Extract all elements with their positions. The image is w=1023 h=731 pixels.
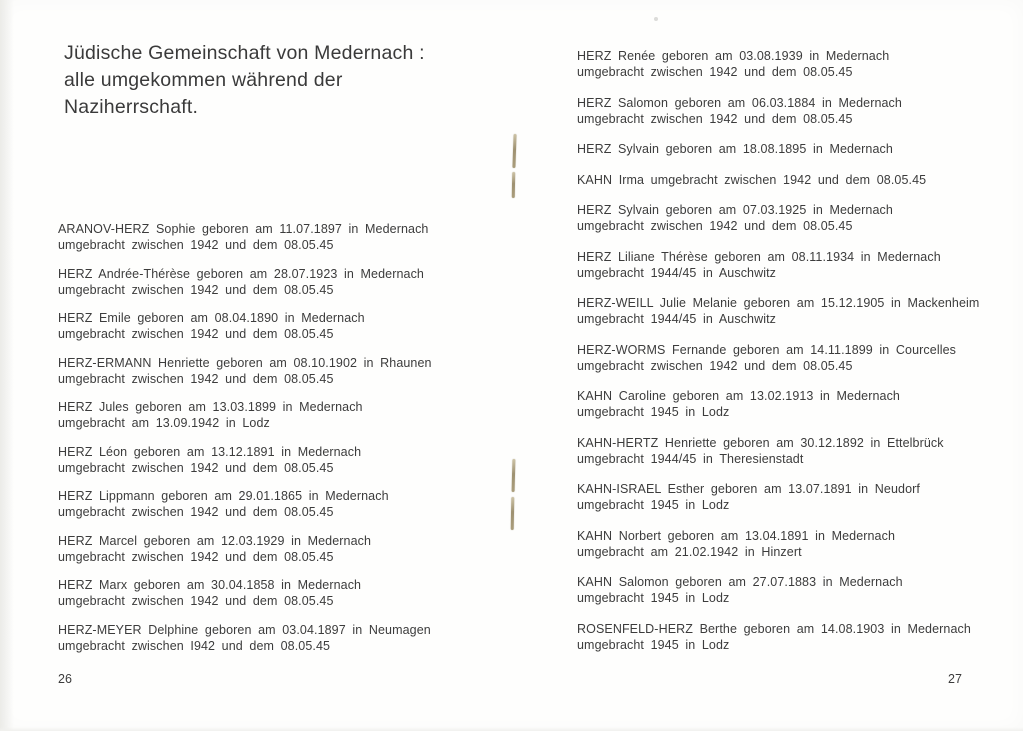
entry-line1: HERZ Lippmann geboren am 29.01.1865 in Medernach — [58, 489, 389, 503]
page-title-line1: Jüdische Gemeinschaft von Medernach : — [64, 42, 425, 64]
victim-entry — [577, 249, 1023, 281]
entry-line1: HERZ Renée geboren am 03.08.1939 in Medernach — [577, 49, 890, 63]
scan-speck — [654, 17, 658, 21]
entry-line2: umgebracht am 13.09.1942 in Lodz — [58, 416, 270, 430]
entry-line1: KAHN Norbert geboren am 13.04.1891 in Medernach — [577, 528, 896, 543]
entry-line2: umgebracht zwischen 1942 und dem 08.05.45 — [58, 549, 334, 564]
entry-line2: umgebracht zwischen 1942 und dem 08.05.45 — [577, 358, 853, 373]
entry-line1: HERZ Marcel geboren am 12.03.1929 in Medernach — [58, 533, 372, 548]
entry-line2: umgebracht zwischen I942 und dem 08.05.45 — [58, 638, 331, 653]
entry-line1: KAHN-HERTZ Henriette geboren am 30.12.1892 in Ettelbrück — [577, 435, 944, 450]
entry-line2: umgebracht zwischen 1942 und dem 08.05.45 — [577, 111, 853, 126]
entry-line2: umgebracht 1945 in Lodz — [577, 637, 730, 652]
entry-line2: umgebracht 1944/45 in Auschwitz — [577, 312, 777, 326]
victim-entry — [58, 399, 518, 431]
page-number-left: 26 — [58, 672, 72, 686]
victim-entry — [577, 342, 1023, 374]
entry-line2: umgebracht zwischen 1942 und dem 08.05.45 — [58, 327, 334, 341]
entry-line2: umgebracht 1945 in Lodz — [577, 498, 730, 512]
entry-line1: HERZ Léon geboren am 13.12.1891 in Medernach — [58, 444, 362, 459]
victim-entry — [577, 202, 1023, 234]
victim-entry — [577, 48, 1023, 80]
entry-line2: umgebracht zwischen 1942 und dem 08.05.45 — [58, 594, 334, 608]
entry-line2: umgebracht zwischen 1942 und dem 08.05.45 — [58, 282, 334, 297]
entry-line1: HERZ Emile geboren am 08.04.1890 in Medernach — [58, 311, 365, 325]
binding-thread-mark — [511, 497, 515, 530]
victim-entry — [58, 266, 518, 298]
entry-line1: HERZ-WEILL Julie Melanie geboren am 15.12.1905 in Mackenheim — [577, 296, 980, 310]
victim-entry — [58, 533, 518, 565]
entry-line1: KAHN-ISRAEL Esther geboren am 13.07.1891 in Neudorf — [577, 482, 920, 496]
victim-entry — [58, 488, 518, 520]
entry-line2: umgebracht am 21.02.1942 in Hinzert — [577, 544, 802, 559]
entry-line2: umgebracht 1945 in Lodz — [577, 405, 730, 419]
victim-entry — [577, 621, 1023, 653]
victim-entry — [58, 221, 518, 253]
page-edge-shadow-bottom — [0, 727, 1023, 731]
entry-line1: KAHN Irma umgebracht zwischen 1942 und dem 08.05.45 — [577, 172, 927, 187]
entry-line1: ROSENFELD-HERZ Berthe geboren am 14.08.1903 in Medernach — [577, 621, 971, 636]
victim-list-right-page — [577, 48, 1023, 667]
entry-line2: umgebracht zwischen 1942 und dem 08.05.45 — [58, 238, 334, 252]
entry-line2: umgebracht 1944/45 in Auschwitz — [577, 265, 777, 280]
victim-entry — [577, 388, 1023, 420]
entry-line1: HERZ Salomon geboren am 06.03.1884 in Medernach — [577, 95, 902, 110]
victim-entry — [577, 481, 1023, 513]
victim-entry — [577, 295, 1023, 327]
victim-entry — [58, 577, 518, 609]
entry-line1: ARANOV-HERZ Sophie geboren am 11.07.1897 in Medernach — [58, 222, 429, 236]
victim-entry — [58, 444, 518, 476]
page-title — [64, 40, 425, 121]
entry-line2: umgebracht zwischen 1942 und dem 08.05.45 — [577, 219, 853, 233]
victim-entry — [58, 355, 518, 387]
victim-entry — [577, 95, 1023, 127]
victim-entry — [577, 172, 1023, 188]
entry-line1: HERZ Jules geboren am 13.03.1899 in Medernach — [58, 400, 363, 414]
entry-line1: HERZ-ERMANN Henriette geboren am 08.10.1902 in Rhaunen — [58, 355, 432, 370]
entry-line2: umgebracht zwischen 1942 und dem 08.05.45 — [58, 371, 334, 386]
page-title-line2: alle umgekommen während der — [64, 69, 343, 91]
binding-thread-mark — [512, 172, 515, 198]
entry-line2: umgebracht 1945 in Lodz — [577, 591, 730, 605]
entry-line1: HERZ-WORMS Fernande geboren am 14.11.1899 in Courcelles — [577, 342, 956, 357]
entry-line2: umgebracht 1944/45 in Theresienstadt — [577, 451, 804, 466]
victim-entry — [58, 622, 518, 654]
victim-entry — [577, 435, 1023, 467]
entry-line2: umgebracht zwischen 1942 und dem 08.05.45 — [58, 460, 334, 475]
entry-line1: HERZ Sylvain geboren am 07.03.1925 in Medernach — [577, 203, 893, 217]
victim-entry — [58, 310, 518, 342]
page-number-right: 27 — [948, 672, 962, 686]
page-edge-shadow-left — [0, 0, 14, 731]
page-title-line3: Naziherrschaft. — [64, 96, 199, 118]
entry-line2: umgebracht zwischen 1942 und dem 08.05.45 — [58, 505, 334, 519]
victim-list-left-page — [58, 221, 518, 666]
entry-line1: HERZ-MEYER Delphine geboren am 03.04.1897 in Neumagen — [58, 622, 431, 637]
entry-line2: umgebracht zwischen 1942 und dem 08.05.45 — [577, 65, 853, 79]
entry-line1: HERZ Andrée-Thérèse geboren am 28.07.1923 in Medernach — [58, 266, 424, 281]
binding-thread-mark — [512, 134, 516, 168]
entry-line1: HERZ Sylvain geboren am 18.08.1895 in Medernach — [577, 142, 893, 156]
entry-line1: KAHN Salomon geboren am 27.07.1883 in Medernach — [577, 575, 903, 589]
victim-entry — [577, 574, 1023, 606]
entry-line1: KAHN Caroline geboren am 13.02.1913 in Medernach — [577, 389, 900, 403]
entry-line1: HERZ Liliane Thérèse geboren am 08.11.1934 in Medernach — [577, 249, 941, 264]
victim-entry — [577, 528, 1023, 560]
victim-entry — [577, 141, 1023, 157]
entry-line1: HERZ Marx geboren am 30.04.1858 in Medernach — [58, 578, 362, 592]
